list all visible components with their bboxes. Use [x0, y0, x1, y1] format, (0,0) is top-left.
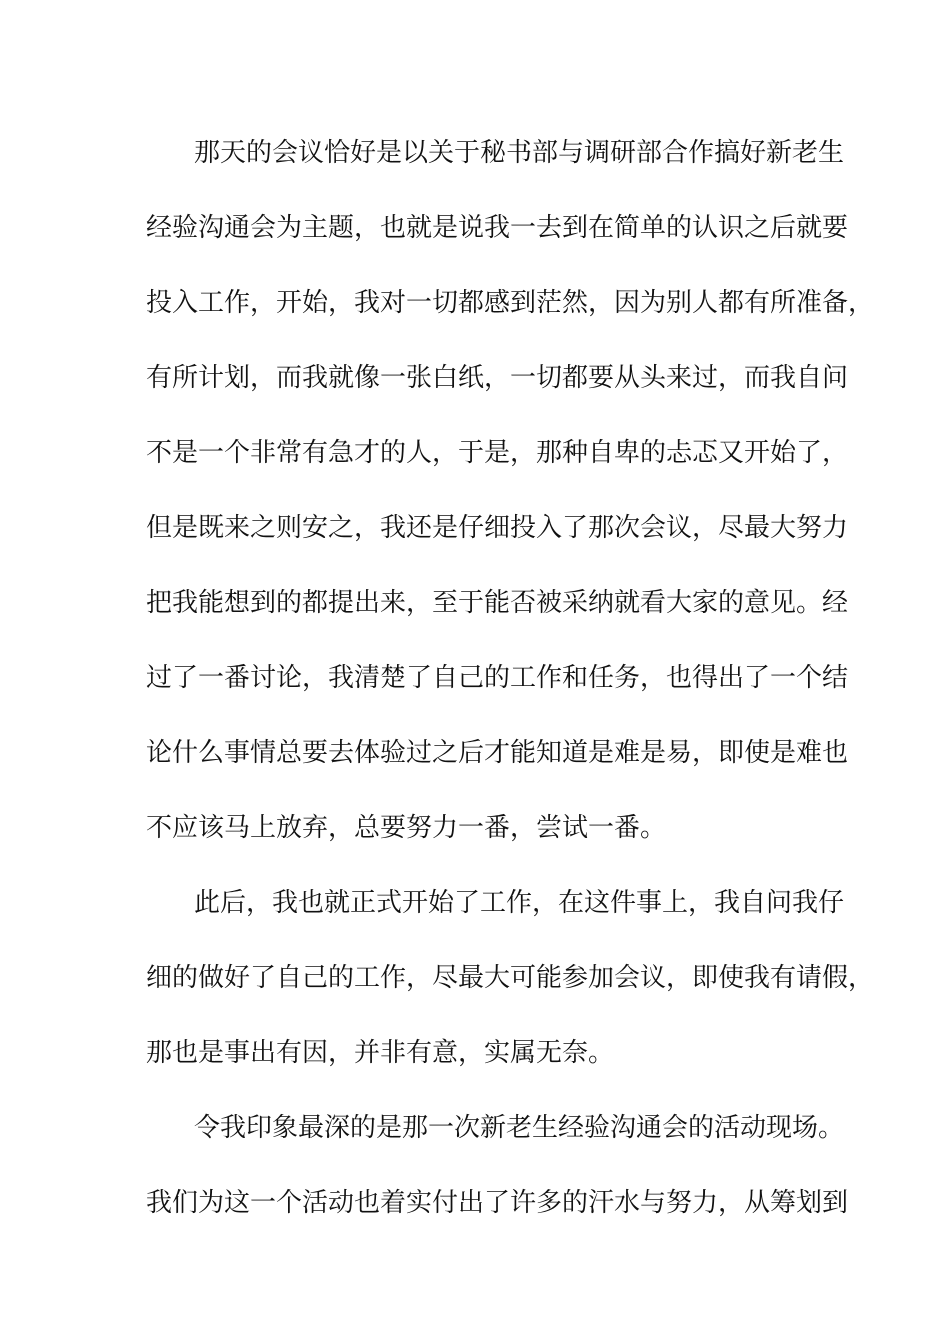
text-line: 投入工作，开始，我对一切都感到茫然，因为别人都有所准备， — [146, 288, 875, 318]
text-line: 但是既来之则安之，我还是仔细投入了那次会议，尽最大努力 — [146, 513, 849, 543]
text-line: 那天的会议恰好是以关于秘书部与调研部合作搞好新老生 — [194, 138, 845, 168]
body-text — [146, 128, 875, 1253]
text-line: 此后，我也就正式开始了工作，在这件事上，我自问我仔 — [194, 888, 845, 918]
text-line: 有所计划，而我就像一张白纸，一切都要从头来过，而我自问 — [146, 363, 849, 393]
text-line: 不应该马上放弃，总要努力一番，尝试一番。 — [146, 813, 667, 843]
text-line: 把我能想到的都提出来，至于能否被采纳就看大家的意见。经 — [146, 588, 849, 618]
text-line: 细的做好了自己的工作，尽最大可能参加会议，即使我有请假， — [146, 963, 875, 993]
text-line: 我们为这一个活动也着实付出了许多的汗水与努力，从筹划到 — [146, 1188, 849, 1218]
text-line: 令我印象最深的是那一次新老生经验沟通会的活动现场。 — [194, 1113, 845, 1143]
text-line: 论什么事情总要去体验过之后才能知道是难是易，即使是难也 — [146, 738, 849, 768]
text-line: 那也是事出有因，并非有意，实属无奈。 — [146, 1038, 615, 1068]
text-line: 过了一番讨论，我清楚了自己的工作和任务，也得出了一个结 — [146, 663, 849, 693]
text-line: 不是一个非常有急才的人，于是，那种自卑的忐忑又开始了， — [146, 438, 849, 468]
text-line: 经验沟通会为主题，也就是说我一去到在简单的认识之后就要 — [146, 213, 849, 243]
